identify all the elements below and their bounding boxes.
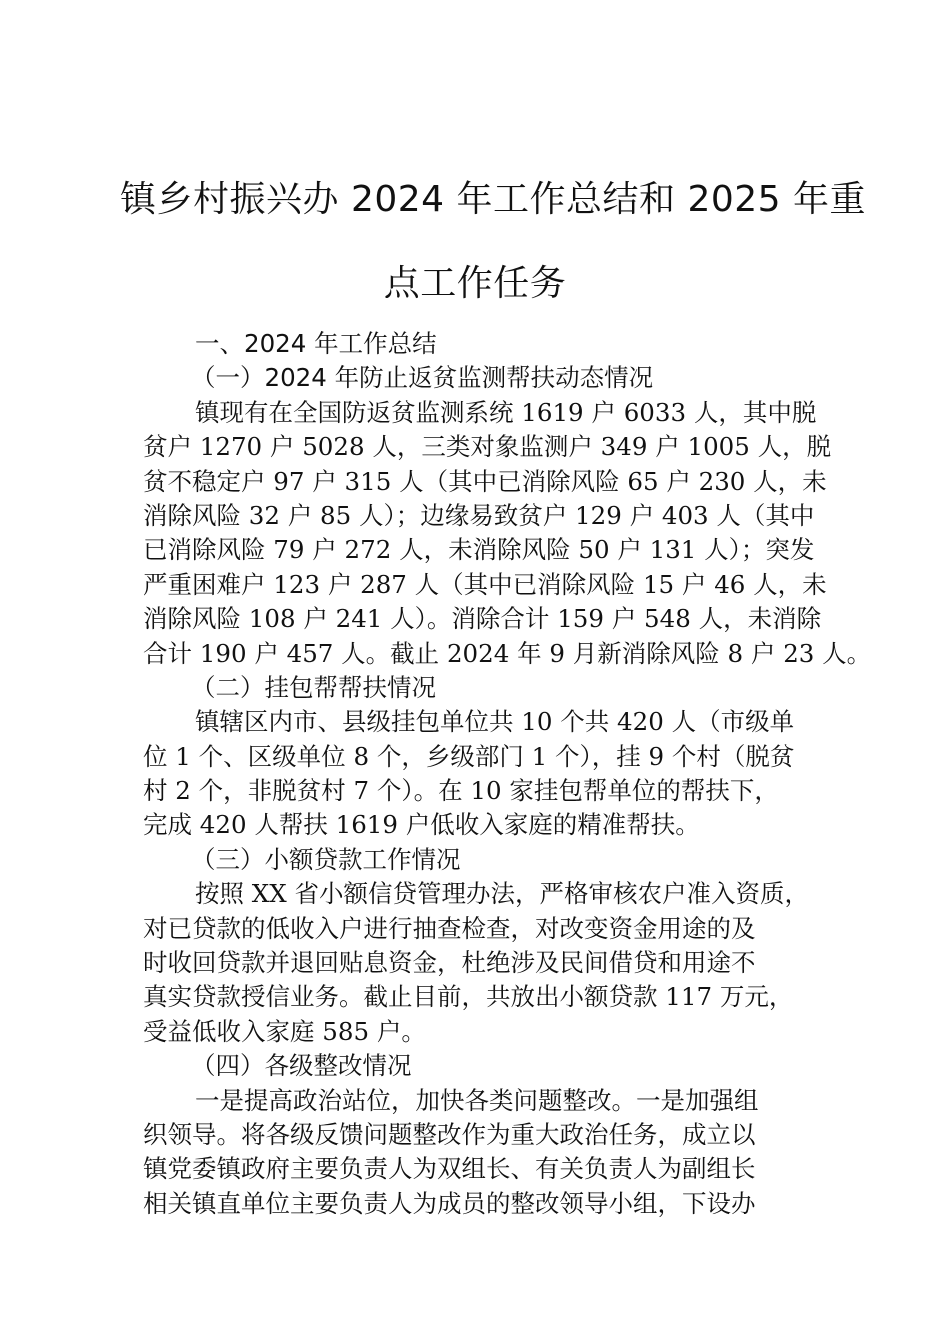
document-body bbox=[143, 327, 872, 1221]
paragraph-line: 消除风险 108 户 241 人）。消除合计 159 户 548 人，未消除 bbox=[143, 604, 822, 634]
paragraph-line: 位 1 个、区级单位 8 个，乡级部门 1 个），挂 9 个村（脱贫 bbox=[143, 741, 795, 771]
paragraph-line: 消除风险 32 户 85 人）；边缘易致贫户 129 户 403 人（其中 bbox=[143, 500, 815, 530]
title-line-2: 点工作任务 bbox=[383, 263, 567, 304]
paragraph-line: 已消除风险 79 户 272 人，未消除风险 50 户 131 人）；突发 bbox=[143, 535, 815, 565]
paragraph-line: 严重困难户 123 户 287 人（其中已消除风险 15 户 46 人，未 bbox=[143, 569, 827, 599]
paragraph-line: 贫不稳定户 97 户 315 人（其中已消除风险 65 户 230 人，未 bbox=[143, 466, 827, 496]
paragraph-line: 合计 190 户 457 人。截止 2024 年 9 月新消除风险 8 户 23 人。 bbox=[143, 638, 872, 668]
paragraph-line: 织领导。将各级反馈问题整改作为重大政治任务，成立以 bbox=[143, 1119, 756, 1149]
paragraph-line: 贫户 1270 户 5028 人，三类对象监测户 349 户 1005 人，脱 bbox=[143, 432, 832, 462]
subsection-heading: （四）各级整改情况 bbox=[191, 1051, 412, 1081]
paragraph-line: 受益低收入家庭 585 户。 bbox=[143, 1016, 426, 1046]
paragraph-first-line: 镇辖区内市、县级挂包单位共 10 个共 420 人（市级单 bbox=[195, 707, 795, 737]
section-heading: 一、2024 年工作总结 bbox=[195, 329, 437, 358]
paragraph-line: 真实贷款授信业务。截止目前，共放出小额贷款 117 万元， bbox=[143, 982, 794, 1012]
document-title bbox=[120, 158, 867, 326]
paragraph-line: 村 2 个，非脱贫村 7 个）。在 10 家挂包帮单位的帮扶下， bbox=[143, 776, 779, 806]
paragraph-line: 相关镇直单位主要负责人为成员的整改领导小组，下设办 bbox=[143, 1188, 756, 1218]
paragraph-line: 对已贷款的低收入户进行抽查检查，对改变资金用途的及 bbox=[143, 913, 756, 943]
paragraph-line: 完成 420 人帮扶 1619 户低收入家庭的精准帮扶。 bbox=[143, 810, 700, 840]
paragraph-line: 镇党委镇政府主要负责人为双组长、有关负责人为副组长 bbox=[143, 1154, 756, 1184]
paragraph-first-line: 按照 XX 省小额信贷管理办法，严格审核农户准入资质， bbox=[195, 879, 809, 909]
paragraph-line: 时收回贷款并退回贴息资金，杜绝涉及民间借贷和用途不 bbox=[143, 948, 756, 978]
subsection-heading: （二）挂包帮帮扶情况 bbox=[191, 672, 436, 702]
paragraph-first-line: 镇现有在全国防返贫监测系统 1619 户 6033 人，其中脱 bbox=[195, 397, 817, 427]
title-line-1: 镇乡村振兴办 2024 年工作总结和 2025 年重 bbox=[120, 179, 867, 220]
subsection-heading: （一）2024 年防止返贫监测帮扶动态情况 bbox=[191, 363, 654, 393]
subsection-heading: （三）小额贷款工作情况 bbox=[191, 844, 461, 874]
paragraph-first-line: 一是提高政治站位，加快各类问题整改。一是加强组 bbox=[195, 1085, 759, 1115]
